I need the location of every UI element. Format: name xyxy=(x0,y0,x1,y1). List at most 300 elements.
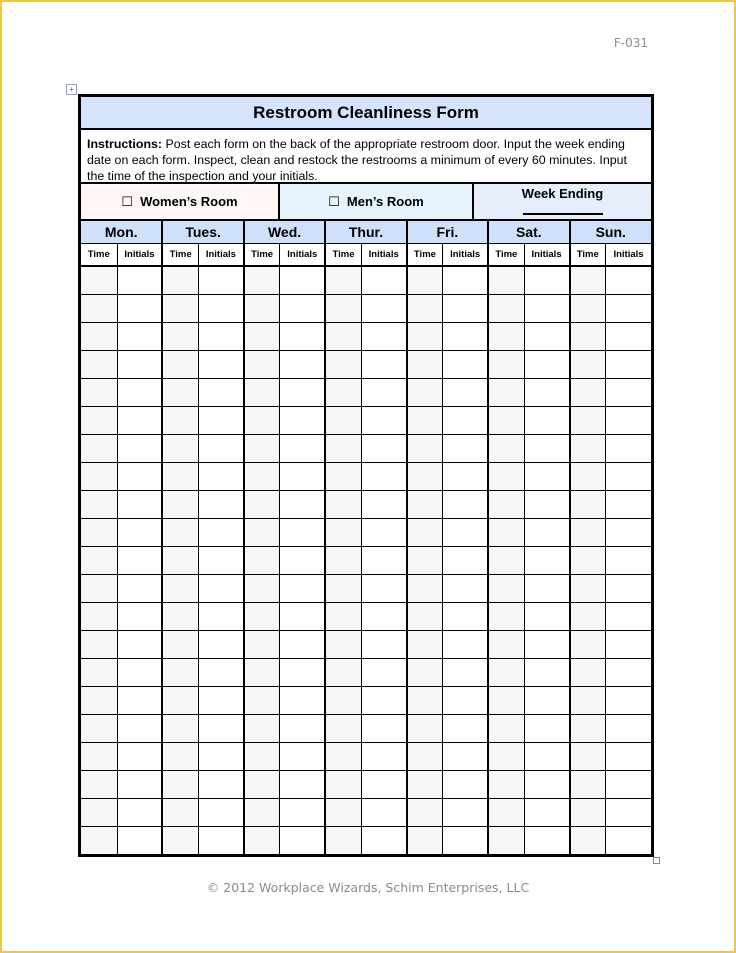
initials-entry-cell[interactable] xyxy=(117,658,162,686)
initials-entry-cell[interactable] xyxy=(443,658,488,686)
initials-entry-cell[interactable] xyxy=(443,322,488,350)
time-entry-cell[interactable] xyxy=(488,574,524,602)
time-entry-cell[interactable] xyxy=(407,630,443,658)
time-entry-cell[interactable] xyxy=(570,266,606,294)
initials-entry-cell[interactable] xyxy=(524,770,569,798)
initials-entry-cell[interactable] xyxy=(117,574,162,602)
time-entry-cell[interactable] xyxy=(488,490,524,518)
checkbox-icon[interactable]: ☐ xyxy=(121,193,134,209)
time-entry-cell[interactable] xyxy=(81,798,117,826)
time-entry-cell[interactable] xyxy=(570,518,606,546)
initials-entry-cell[interactable] xyxy=(361,546,406,574)
initials-entry-cell[interactable] xyxy=(443,266,488,294)
time-entry-cell[interactable] xyxy=(488,378,524,406)
time-entry-cell[interactable] xyxy=(244,714,280,742)
initials-entry-cell[interactable] xyxy=(280,322,325,350)
time-entry-cell[interactable] xyxy=(488,546,524,574)
time-entry-cell[interactable] xyxy=(162,630,198,658)
initials-entry-cell[interactable] xyxy=(524,686,569,714)
initials-entry-cell[interactable] xyxy=(117,406,162,434)
time-entry-cell[interactable] xyxy=(325,546,361,574)
time-entry-cell[interactable] xyxy=(570,350,606,378)
time-entry-cell[interactable] xyxy=(162,322,198,350)
time-entry-cell[interactable] xyxy=(244,322,280,350)
time-entry-cell[interactable] xyxy=(488,742,524,770)
initials-entry-cell[interactable] xyxy=(361,770,406,798)
time-entry-cell[interactable] xyxy=(407,574,443,602)
time-entry-cell[interactable] xyxy=(488,518,524,546)
initials-entry-cell[interactable] xyxy=(443,798,488,826)
time-entry-cell[interactable] xyxy=(244,546,280,574)
initials-entry-cell[interactable] xyxy=(443,518,488,546)
initials-entry-cell[interactable] xyxy=(524,714,569,742)
initials-entry-cell[interactable] xyxy=(117,490,162,518)
initials-entry-cell[interactable] xyxy=(606,406,651,434)
initials-entry-cell[interactable] xyxy=(280,826,325,854)
time-entry-cell[interactable] xyxy=(325,742,361,770)
mens-room-option[interactable] xyxy=(280,184,474,219)
time-entry-cell[interactable] xyxy=(570,658,606,686)
initials-entry-cell[interactable] xyxy=(443,826,488,854)
time-entry-cell[interactable] xyxy=(244,826,280,854)
initials-entry-cell[interactable] xyxy=(361,406,406,434)
initials-entry-cell[interactable] xyxy=(443,378,488,406)
time-entry-cell[interactable] xyxy=(81,658,117,686)
time-entry-cell[interactable] xyxy=(570,574,606,602)
time-entry-cell[interactable] xyxy=(488,798,524,826)
initials-entry-cell[interactable] xyxy=(198,630,243,658)
initials-entry-cell[interactable] xyxy=(361,658,406,686)
initials-entry-cell[interactable] xyxy=(443,686,488,714)
time-entry-cell[interactable] xyxy=(244,658,280,686)
initials-entry-cell[interactable] xyxy=(606,602,651,630)
time-entry-cell[interactable] xyxy=(488,826,524,854)
initials-entry-cell[interactable] xyxy=(443,770,488,798)
time-entry-cell[interactable] xyxy=(244,518,280,546)
time-entry-cell[interactable] xyxy=(162,658,198,686)
initials-entry-cell[interactable] xyxy=(198,518,243,546)
time-entry-cell[interactable] xyxy=(407,546,443,574)
time-entry-cell[interactable] xyxy=(244,406,280,434)
time-entry-cell[interactable] xyxy=(162,574,198,602)
initials-entry-cell[interactable] xyxy=(524,798,569,826)
initials-entry-cell[interactable] xyxy=(524,574,569,602)
time-entry-cell[interactable] xyxy=(162,686,198,714)
time-entry-cell[interactable] xyxy=(81,602,117,630)
initials-entry-cell[interactable] xyxy=(524,294,569,322)
initials-entry-cell[interactable] xyxy=(443,742,488,770)
time-entry-cell[interactable] xyxy=(407,742,443,770)
time-entry-cell[interactable] xyxy=(162,490,198,518)
initials-entry-cell[interactable] xyxy=(117,462,162,490)
initials-entry-cell[interactable] xyxy=(117,686,162,714)
time-entry-cell[interactable] xyxy=(407,714,443,742)
time-entry-cell[interactable] xyxy=(488,322,524,350)
time-entry-cell[interactable] xyxy=(407,490,443,518)
initials-entry-cell[interactable] xyxy=(280,406,325,434)
time-entry-cell[interactable] xyxy=(325,658,361,686)
time-entry-cell[interactable] xyxy=(407,266,443,294)
initials-entry-cell[interactable] xyxy=(198,826,243,854)
initials-entry-cell[interactable] xyxy=(117,518,162,546)
initials-entry-cell[interactable] xyxy=(606,686,651,714)
initials-entry-cell[interactable] xyxy=(606,294,651,322)
time-entry-cell[interactable] xyxy=(162,826,198,854)
initials-entry-cell[interactable] xyxy=(198,294,243,322)
initials-entry-cell[interactable] xyxy=(606,462,651,490)
time-entry-cell[interactable] xyxy=(81,518,117,546)
initials-entry-cell[interactable] xyxy=(361,574,406,602)
time-entry-cell[interactable] xyxy=(244,630,280,658)
time-entry-cell[interactable] xyxy=(325,350,361,378)
initials-entry-cell[interactable] xyxy=(198,574,243,602)
initials-entry-cell[interactable] xyxy=(606,574,651,602)
initials-entry-cell[interactable] xyxy=(280,546,325,574)
time-entry-cell[interactable] xyxy=(81,462,117,490)
checkbox-icon[interactable]: ☐ xyxy=(328,193,340,209)
initials-entry-cell[interactable] xyxy=(198,406,243,434)
initials-entry-cell[interactable] xyxy=(443,630,488,658)
table-move-handle-icon[interactable]: + xyxy=(66,84,77,95)
initials-entry-cell[interactable] xyxy=(117,770,162,798)
time-entry-cell[interactable] xyxy=(407,378,443,406)
time-entry-cell[interactable] xyxy=(244,798,280,826)
initials-entry-cell[interactable] xyxy=(524,350,569,378)
initials-entry-cell[interactable] xyxy=(524,378,569,406)
time-entry-cell[interactable] xyxy=(162,714,198,742)
time-entry-cell[interactable] xyxy=(325,490,361,518)
initials-entry-cell[interactable] xyxy=(198,322,243,350)
initials-entry-cell[interactable] xyxy=(117,322,162,350)
initials-entry-cell[interactable] xyxy=(606,714,651,742)
time-entry-cell[interactable] xyxy=(407,350,443,378)
initials-entry-cell[interactable] xyxy=(524,462,569,490)
initials-entry-cell[interactable] xyxy=(524,322,569,350)
time-entry-cell[interactable] xyxy=(244,294,280,322)
time-entry-cell[interactable] xyxy=(162,350,198,378)
initials-entry-cell[interactable] xyxy=(117,742,162,770)
time-entry-cell[interactable] xyxy=(81,266,117,294)
time-entry-cell[interactable] xyxy=(162,462,198,490)
time-entry-cell[interactable] xyxy=(325,462,361,490)
initials-entry-cell[interactable] xyxy=(198,714,243,742)
initials-entry-cell[interactable] xyxy=(198,770,243,798)
initials-entry-cell[interactable] xyxy=(280,294,325,322)
time-entry-cell[interactable] xyxy=(570,770,606,798)
initials-entry-cell[interactable] xyxy=(361,798,406,826)
time-entry-cell[interactable] xyxy=(81,434,117,462)
time-entry-cell[interactable] xyxy=(162,294,198,322)
initials-entry-cell[interactable] xyxy=(443,434,488,462)
womens-room-option[interactable] xyxy=(81,184,280,219)
time-entry-cell[interactable] xyxy=(325,378,361,406)
initials-entry-cell[interactable] xyxy=(443,350,488,378)
initials-entry-cell[interactable] xyxy=(280,462,325,490)
initials-entry-cell[interactable] xyxy=(117,266,162,294)
time-entry-cell[interactable] xyxy=(244,686,280,714)
time-entry-cell[interactable] xyxy=(407,686,443,714)
initials-entry-cell[interactable] xyxy=(198,686,243,714)
time-entry-cell[interactable] xyxy=(325,714,361,742)
time-entry-cell[interactable] xyxy=(570,714,606,742)
initials-entry-cell[interactable] xyxy=(606,266,651,294)
time-entry-cell[interactable] xyxy=(81,686,117,714)
time-entry-cell[interactable] xyxy=(81,630,117,658)
time-entry-cell[interactable] xyxy=(81,742,117,770)
initials-entry-cell[interactable] xyxy=(280,658,325,686)
initials-entry-cell[interactable] xyxy=(280,602,325,630)
initials-entry-cell[interactable] xyxy=(606,434,651,462)
time-entry-cell[interactable] xyxy=(81,294,117,322)
time-entry-cell[interactable] xyxy=(488,462,524,490)
time-entry-cell[interactable] xyxy=(570,826,606,854)
time-entry-cell[interactable] xyxy=(570,686,606,714)
time-entry-cell[interactable] xyxy=(325,630,361,658)
time-entry-cell[interactable] xyxy=(407,602,443,630)
initials-entry-cell[interactable] xyxy=(524,406,569,434)
time-entry-cell[interactable] xyxy=(162,742,198,770)
initials-entry-cell[interactable] xyxy=(198,350,243,378)
initials-entry-cell[interactable] xyxy=(280,266,325,294)
initials-entry-cell[interactable] xyxy=(198,266,243,294)
time-entry-cell[interactable] xyxy=(325,322,361,350)
initials-entry-cell[interactable] xyxy=(280,770,325,798)
time-entry-cell[interactable] xyxy=(244,434,280,462)
initials-entry-cell[interactable] xyxy=(524,602,569,630)
initials-entry-cell[interactable] xyxy=(443,294,488,322)
initials-entry-cell[interactable] xyxy=(117,434,162,462)
time-entry-cell[interactable] xyxy=(488,266,524,294)
week-ending-blank-line[interactable] xyxy=(523,213,603,215)
time-entry-cell[interactable] xyxy=(325,294,361,322)
time-entry-cell[interactable] xyxy=(162,798,198,826)
time-entry-cell[interactable] xyxy=(570,602,606,630)
time-entry-cell[interactable] xyxy=(81,378,117,406)
initials-entry-cell[interactable] xyxy=(117,294,162,322)
initials-entry-cell[interactable] xyxy=(443,462,488,490)
time-entry-cell[interactable] xyxy=(570,490,606,518)
time-entry-cell[interactable] xyxy=(162,602,198,630)
initials-entry-cell[interactable] xyxy=(606,798,651,826)
time-entry-cell[interactable] xyxy=(81,770,117,798)
initials-entry-cell[interactable] xyxy=(361,602,406,630)
initials-entry-cell[interactable] xyxy=(524,826,569,854)
time-entry-cell[interactable] xyxy=(570,294,606,322)
initials-entry-cell[interactable] xyxy=(117,630,162,658)
initials-entry-cell[interactable] xyxy=(117,826,162,854)
initials-entry-cell[interactable] xyxy=(606,350,651,378)
initials-entry-cell[interactable] xyxy=(117,714,162,742)
time-entry-cell[interactable] xyxy=(325,574,361,602)
time-entry-cell[interactable] xyxy=(488,602,524,630)
time-entry-cell[interactable] xyxy=(570,798,606,826)
initials-entry-cell[interactable] xyxy=(524,518,569,546)
initials-entry-cell[interactable] xyxy=(361,322,406,350)
time-entry-cell[interactable] xyxy=(162,518,198,546)
initials-entry-cell[interactable] xyxy=(606,546,651,574)
initials-entry-cell[interactable] xyxy=(198,658,243,686)
time-entry-cell[interactable] xyxy=(407,798,443,826)
time-entry-cell[interactable] xyxy=(488,770,524,798)
time-entry-cell[interactable] xyxy=(488,406,524,434)
initials-entry-cell[interactable] xyxy=(198,378,243,406)
initials-entry-cell[interactable] xyxy=(524,266,569,294)
initials-entry-cell[interactable] xyxy=(524,490,569,518)
time-entry-cell[interactable] xyxy=(244,350,280,378)
time-entry-cell[interactable] xyxy=(407,322,443,350)
initials-entry-cell[interactable] xyxy=(198,546,243,574)
initials-entry-cell[interactable] xyxy=(361,518,406,546)
time-entry-cell[interactable] xyxy=(407,406,443,434)
time-entry-cell[interactable] xyxy=(570,322,606,350)
time-entry-cell[interactable] xyxy=(325,770,361,798)
initials-entry-cell[interactable] xyxy=(606,826,651,854)
initials-entry-cell[interactable] xyxy=(361,742,406,770)
time-entry-cell[interactable] xyxy=(325,686,361,714)
time-entry-cell[interactable] xyxy=(325,798,361,826)
time-entry-cell[interactable] xyxy=(244,602,280,630)
initials-entry-cell[interactable] xyxy=(280,490,325,518)
initials-entry-cell[interactable] xyxy=(198,742,243,770)
time-entry-cell[interactable] xyxy=(325,826,361,854)
initials-entry-cell[interactable] xyxy=(280,686,325,714)
time-entry-cell[interactable] xyxy=(325,518,361,546)
initials-entry-cell[interactable] xyxy=(606,490,651,518)
initials-entry-cell[interactable] xyxy=(361,294,406,322)
time-entry-cell[interactable] xyxy=(407,434,443,462)
time-entry-cell[interactable] xyxy=(244,770,280,798)
time-entry-cell[interactable] xyxy=(488,658,524,686)
time-entry-cell[interactable] xyxy=(81,826,117,854)
time-entry-cell[interactable] xyxy=(244,574,280,602)
initials-entry-cell[interactable] xyxy=(361,826,406,854)
initials-entry-cell[interactable] xyxy=(524,434,569,462)
initials-entry-cell[interactable] xyxy=(280,742,325,770)
time-entry-cell[interactable] xyxy=(488,714,524,742)
time-entry-cell[interactable] xyxy=(488,434,524,462)
time-entry-cell[interactable] xyxy=(81,322,117,350)
initials-entry-cell[interactable] xyxy=(443,574,488,602)
time-entry-cell[interactable] xyxy=(407,294,443,322)
time-entry-cell[interactable] xyxy=(244,742,280,770)
time-entry-cell[interactable] xyxy=(81,406,117,434)
time-entry-cell[interactable] xyxy=(488,630,524,658)
initials-entry-cell[interactable] xyxy=(361,630,406,658)
initials-entry-cell[interactable] xyxy=(117,798,162,826)
time-entry-cell[interactable] xyxy=(162,546,198,574)
table-resize-handle[interactable] xyxy=(653,857,660,864)
initials-entry-cell[interactable] xyxy=(606,518,651,546)
initials-entry-cell[interactable] xyxy=(280,350,325,378)
time-entry-cell[interactable] xyxy=(325,266,361,294)
initials-entry-cell[interactable] xyxy=(280,378,325,406)
time-entry-cell[interactable] xyxy=(488,350,524,378)
time-entry-cell[interactable] xyxy=(325,434,361,462)
time-entry-cell[interactable] xyxy=(570,630,606,658)
initials-entry-cell[interactable] xyxy=(524,630,569,658)
initials-entry-cell[interactable] xyxy=(443,546,488,574)
time-entry-cell[interactable] xyxy=(407,770,443,798)
initials-entry-cell[interactable] xyxy=(280,630,325,658)
time-entry-cell[interactable] xyxy=(162,378,198,406)
initials-entry-cell[interactable] xyxy=(117,546,162,574)
time-entry-cell[interactable] xyxy=(570,406,606,434)
time-entry-cell[interactable] xyxy=(81,546,117,574)
initials-entry-cell[interactable] xyxy=(443,714,488,742)
time-entry-cell[interactable] xyxy=(162,406,198,434)
time-entry-cell[interactable] xyxy=(488,294,524,322)
initials-entry-cell[interactable] xyxy=(280,714,325,742)
time-entry-cell[interactable] xyxy=(570,462,606,490)
initials-entry-cell[interactable] xyxy=(117,602,162,630)
time-entry-cell[interactable] xyxy=(162,770,198,798)
time-entry-cell[interactable] xyxy=(244,490,280,518)
initials-entry-cell[interactable] xyxy=(606,658,651,686)
time-entry-cell[interactable] xyxy=(325,406,361,434)
initials-entry-cell[interactable] xyxy=(280,574,325,602)
time-entry-cell[interactable] xyxy=(325,602,361,630)
initials-entry-cell[interactable] xyxy=(606,770,651,798)
initials-entry-cell[interactable] xyxy=(524,742,569,770)
time-entry-cell[interactable] xyxy=(162,266,198,294)
time-entry-cell[interactable] xyxy=(570,378,606,406)
time-entry-cell[interactable] xyxy=(488,686,524,714)
time-entry-cell[interactable] xyxy=(81,714,117,742)
time-entry-cell[interactable] xyxy=(244,266,280,294)
initials-entry-cell[interactable] xyxy=(198,602,243,630)
initials-entry-cell[interactable] xyxy=(117,350,162,378)
time-entry-cell[interactable] xyxy=(407,826,443,854)
time-entry-cell[interactable] xyxy=(81,350,117,378)
initials-entry-cell[interactable] xyxy=(117,378,162,406)
time-entry-cell[interactable] xyxy=(81,574,117,602)
initials-entry-cell[interactable] xyxy=(524,546,569,574)
initials-entry-cell[interactable] xyxy=(198,434,243,462)
initials-entry-cell[interactable] xyxy=(361,462,406,490)
initials-entry-cell[interactable] xyxy=(280,518,325,546)
time-entry-cell[interactable] xyxy=(570,546,606,574)
time-entry-cell[interactable] xyxy=(244,462,280,490)
initials-entry-cell[interactable] xyxy=(443,490,488,518)
time-entry-cell[interactable] xyxy=(570,434,606,462)
time-entry-cell[interactable] xyxy=(407,518,443,546)
initials-entry-cell[interactable] xyxy=(606,742,651,770)
initials-entry-cell[interactable] xyxy=(443,602,488,630)
initials-entry-cell[interactable] xyxy=(280,798,325,826)
time-entry-cell[interactable] xyxy=(570,742,606,770)
initials-entry-cell[interactable] xyxy=(361,266,406,294)
initials-entry-cell[interactable] xyxy=(524,658,569,686)
initials-entry-cell[interactable] xyxy=(361,378,406,406)
time-entry-cell[interactable] xyxy=(407,462,443,490)
initials-entry-cell[interactable] xyxy=(198,490,243,518)
time-entry-cell[interactable] xyxy=(162,434,198,462)
initials-entry-cell[interactable] xyxy=(443,406,488,434)
initials-entry-cell[interactable] xyxy=(606,322,651,350)
time-entry-cell[interactable] xyxy=(244,378,280,406)
initials-entry-cell[interactable] xyxy=(606,378,651,406)
time-entry-cell[interactable] xyxy=(407,658,443,686)
initials-entry-cell[interactable] xyxy=(361,490,406,518)
initials-entry-cell[interactable] xyxy=(361,714,406,742)
initials-entry-cell[interactable] xyxy=(361,434,406,462)
initials-entry-cell[interactable] xyxy=(280,434,325,462)
initials-entry-cell[interactable] xyxy=(361,686,406,714)
initials-entry-cell[interactable] xyxy=(606,630,651,658)
initials-entry-cell[interactable] xyxy=(361,350,406,378)
initials-entry-cell[interactable] xyxy=(198,798,243,826)
initials-entry-cell[interactable] xyxy=(198,462,243,490)
